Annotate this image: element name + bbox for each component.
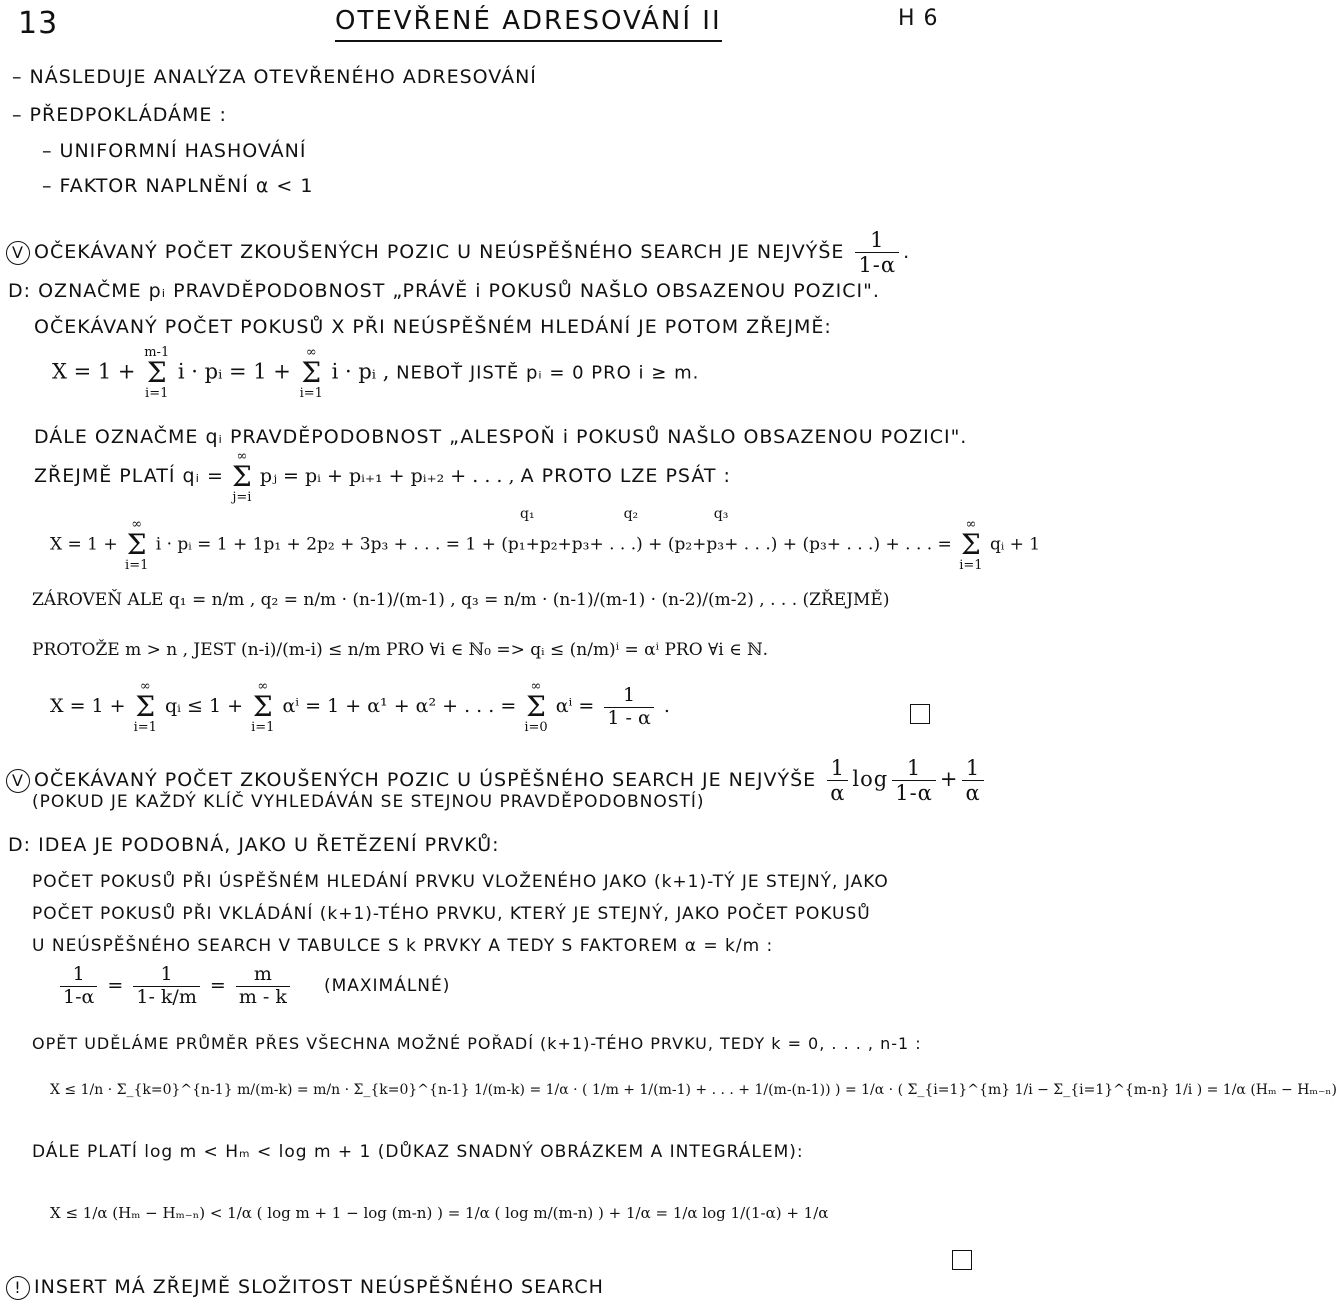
maximal-note: (MAXIMÁLNÉ) [323, 976, 451, 997]
sum-upper: ∞ [965, 517, 977, 532]
sum-symbol: ∞ Σ i=1 [299, 345, 323, 401]
proof-2-line-6: DÁLE PLATÍ log m < Hₘ < log m + 1 (DŮKAZ SNADNÝ OBRÁZKEM A INTEGRÁLEM): [32, 1142, 804, 1162]
equation-1 [52, 346, 699, 400]
equation-q-values: ZÁROVEŇ ALE q₁ = n/m , q₂ = n/m · (n-1)/(m-1) , q₃ = n/m · (n-1)/(m-1) · (n-2)/(m-2) , . . . (ZŘEJMĚ) [32, 590, 890, 610]
fraction [892, 756, 936, 805]
page-title: OTEVŘENÉ ADRESOVÁNÍ II [335, 6, 722, 42]
fraction [827, 756, 848, 805]
theorem-2-text: OČEKÁVANÝ POČET ZKOUŠENÝCH POZIC U ÚSPĚŠNÉHO SEARCH JE NEJVÝŠE [34, 769, 817, 792]
eq2-part-c: qᵢ + 1 [989, 534, 1041, 555]
exclamation-mark: ! [6, 1276, 30, 1300]
proof-1-text-1: OZNAČME pᵢ PRAVDĚPODOBNOST „PRÁVĚ i POKUSŮ NAŠLO OBSAZENOU POZICI". [38, 280, 880, 302]
equation-6: X ≤ 1/α (Hₘ − Hₘ₋ₙ) < 1/α ( log m + 1 − log (m-n) ) = 1/α ( log m/(m-n) ) + 1/α = 1/α log 1/(1-α) + 1/α [50, 1204, 829, 1222]
eq1-part-a: X = 1 + [52, 359, 136, 384]
fraction-denominator: α [965, 781, 981, 806]
page-number: 13 [18, 6, 59, 41]
sum-lower: j=i [232, 490, 252, 505]
intro-line-4: – FAKTOR NAPLNĚNÍ α < 1 [42, 175, 314, 197]
qed-box [952, 1250, 972, 1270]
sum-upper: ∞ [257, 679, 269, 694]
equation-4 [56, 964, 450, 1009]
fraction [236, 964, 290, 1009]
fraction-denominator: 1- k/m [136, 985, 197, 1008]
eq3-part-b: qᵢ ≤ 1 + [165, 695, 244, 717]
eq2-part-b: i · pᵢ = 1 + 1p₁ + 2p₂ + 3p₃ + . . . = 1 + (p₁+p₂+p₃+ . . .) + (p₂+p₃+ . . .) + (p₃+ . . .) + . . . = [155, 534, 952, 555]
equals-sign: = [107, 974, 124, 997]
eq1-part-d: NEBOŤ JISTĚ pᵢ = 0 PRO i ≥ m. [396, 362, 700, 384]
fraction-numerator: 1 [827, 756, 848, 781]
sum-symbol: ∞ Σ i=1 [251, 679, 275, 735]
eq2-part-a: X = 1 + [50, 534, 118, 555]
proof-1-line-3: DÁLE OZNAČME qᵢ PRAVDĚPODOBNOST „ALESPOŇ i POKUSŮ NAŠLO OBSAZENOU POZICI". [34, 426, 968, 448]
d4-part-b: pⱼ = pᵢ + pᵢ₊₁ + pᵢ₊₂ + . . . , [259, 465, 515, 487]
equation-q-definition [34, 450, 731, 504]
sum-lower: i=1 [251, 720, 275, 735]
sum-symbol: ∞ Σ i=0 [524, 679, 548, 735]
fraction-numerator: 1 [892, 756, 936, 781]
equation-inequality: PROTOŽE m > n , JEST (n-i)/(m-i) ≤ n/m PRO ∀i ∈ ℕ₀ => qᵢ ≤ (n/m)ⁱ = αⁱ PRO ∀i ∈ ℕ. [32, 640, 769, 660]
sum-upper: ∞ [139, 679, 151, 694]
equation-5: X ≤ 1/n · Σ_{k=0}^{n-1} m/(m-k) = m/n · Σ_{k=0}^{n-1} 1/(m-k) = 1/α · ( 1/m + 1/(m-1) + . . . + 1/(m-(n-1)) ) = 1/α · ( Σ_{i=1}^{m} 1/i − Σ_{i=1}^{m-n} 1/i ) = 1/α (Hₘ − Hₘ₋ₙ) [50, 1082, 1337, 1098]
theorem-1-text: OČEKÁVANÝ POČET ZKOUŠENÝCH POZIC U NEÚSPĚŠNÉHO SEARCH JE NEJVÝŠE [34, 241, 845, 264]
fraction-denominator: 1 - α [607, 706, 651, 729]
eq1-part-c: i · pᵢ , [331, 359, 390, 384]
log-label: log [852, 767, 889, 792]
d4-part-a: ZŘEJMĚ PLATÍ qᵢ = [34, 465, 224, 487]
intro-line-1: – NÁSLEDUJE ANALÝZA OTEVŘENÉHO ADRESOVÁNÍ [12, 66, 537, 88]
equation-2 [50, 518, 1040, 572]
proof-label: D: [8, 834, 32, 856]
proof-2-line-3: POČET POKUSŮ PŘI VKLÁDÁNÍ (k+1)-TÉHO PRVKU, KTERÝ JE STEJNÝ, JAKO POČET POKUSŮ [32, 904, 871, 924]
proof-1-line-1 [8, 280, 880, 302]
insert-note [6, 1276, 604, 1300]
proof-1-line-2: OČEKÁVANÝ POČET POKUSŮ X PŘI NEÚSPĚŠNÉM HLEDÁNÍ JE POTOM ZŘEJMĚ: [34, 316, 832, 338]
sum-lower: i=1 [133, 720, 157, 735]
plus-sign: + [939, 767, 959, 792]
eq3-part-d: αⁱ = [555, 695, 595, 717]
eq1-part-b: i · pᵢ = 1 + [177, 359, 291, 384]
fraction-numerator: 1 [133, 964, 199, 987]
fraction [60, 964, 97, 1009]
theorem-1-fraction [855, 228, 899, 277]
proof-2-line-4: U NEÚSPĚŠNÉHO SEARCH V TABULCE S k PRVKY A TEDY S FAKTOREM α = k/m : [32, 936, 774, 956]
sum-symbol: ∞ Σ i=1 [959, 517, 983, 573]
eq3-part-e: . [663, 695, 670, 717]
proof-2-line-5: OPĚT UDĚLÁME PRŮMĚR PŘES VŠECHNA MOŽNÉ POŘADÍ (k+1)-TÉHO PRVKU, TEDY k = 0, . . . , n-1 : [32, 1034, 922, 1053]
sum-symbol: ∞ Σ j=i [231, 449, 252, 505]
fraction-numerator: 1 [855, 228, 899, 253]
proof-2-line-2: POČET POKUSŮ PŘI ÚSPĚŠNÉM HLEDÁNÍ PRVKU VLOŽENÉHO JAKO (k+1)-TÝ JE STEJNÝ, JAKO [32, 872, 889, 892]
theorem-2-condition: (POKUD JE KAŽDÝ KLÍČ VYHLEDÁVÁN SE STEJNOU PRAVDĚPODOBNOSTÍ) [32, 792, 705, 812]
fraction-denominator: 1-α [63, 985, 95, 1008]
equation-2-brace-labels: q₁ q₂ q₃ [520, 506, 729, 522]
theorem-mark: V [6, 241, 30, 265]
page-code: H 6 [898, 6, 939, 31]
fraction-denominator: 1-α [895, 781, 933, 806]
sum-lower: i=1 [125, 558, 149, 573]
d4-part-c: A PROTO LZE PSÁT : [520, 465, 731, 487]
sum-upper: ∞ [236, 449, 248, 464]
eq3-part-a: X = 1 + [50, 695, 126, 717]
fraction [962, 756, 983, 805]
intro-line-2: – PŘEDPOKLÁDÁME : [12, 104, 227, 126]
fraction-numerator: m [236, 964, 290, 987]
sum-upper: ∞ [305, 345, 317, 360]
insert-note-text: INSERT MÁ ZŘEJMĚ SLOŽITOST NEÚSPĚŠNÉHO SEARCH [34, 1276, 604, 1298]
sum-upper: ∞ [131, 517, 143, 532]
sum-upper: m-1 [144, 345, 170, 360]
sum-upper: ∞ [530, 679, 542, 694]
fraction-numerator: 1 [604, 685, 653, 708]
equals-sign: = [209, 974, 226, 997]
fraction-denominator: 1-α [858, 253, 897, 278]
proof-label: D: [8, 280, 32, 302]
qed-box [910, 704, 930, 724]
equation-3 [50, 680, 670, 734]
sum-symbol: ∞ Σ i=1 [125, 517, 149, 573]
fraction-denominator: m - k [238, 985, 287, 1008]
fraction [133, 964, 199, 1009]
theorem-1-statement: V OČEKÁVANÝ POČET ZKOUŠENÝCH POZIC U NEÚSPĚŠNÉHO SEARCH JE NEJVÝŠE $\frac{1}{1-\alpha}$ . [6, 228, 910, 277]
eq3-fraction [604, 685, 653, 730]
sum-lower: i=1 [959, 558, 983, 573]
sum-lower: i=1 [145, 386, 169, 401]
fraction-numerator: 1 [60, 964, 97, 987]
intro-line-3: – UNIFORMNÍ HASHOVÁNÍ [42, 140, 307, 162]
theorem-mark: V [6, 769, 30, 793]
eq3-part-c: αⁱ = 1 + α¹ + α² + . . . = [282, 695, 517, 717]
sum-symbol: ∞ Σ i=1 [133, 679, 157, 735]
sum-lower: i=0 [524, 720, 548, 735]
fraction-numerator: 1 [962, 756, 983, 781]
sum-symbol: m-1 Σ i=1 [144, 345, 170, 401]
sum-lower: i=1 [299, 386, 323, 401]
proof-2-line-1 [8, 834, 500, 856]
fraction-denominator: α [830, 781, 846, 806]
proof-2-text-1: IDEA JE PODOBNÁ, JAKO U ŘETĚZENÍ PRVKŮ: [38, 834, 500, 856]
